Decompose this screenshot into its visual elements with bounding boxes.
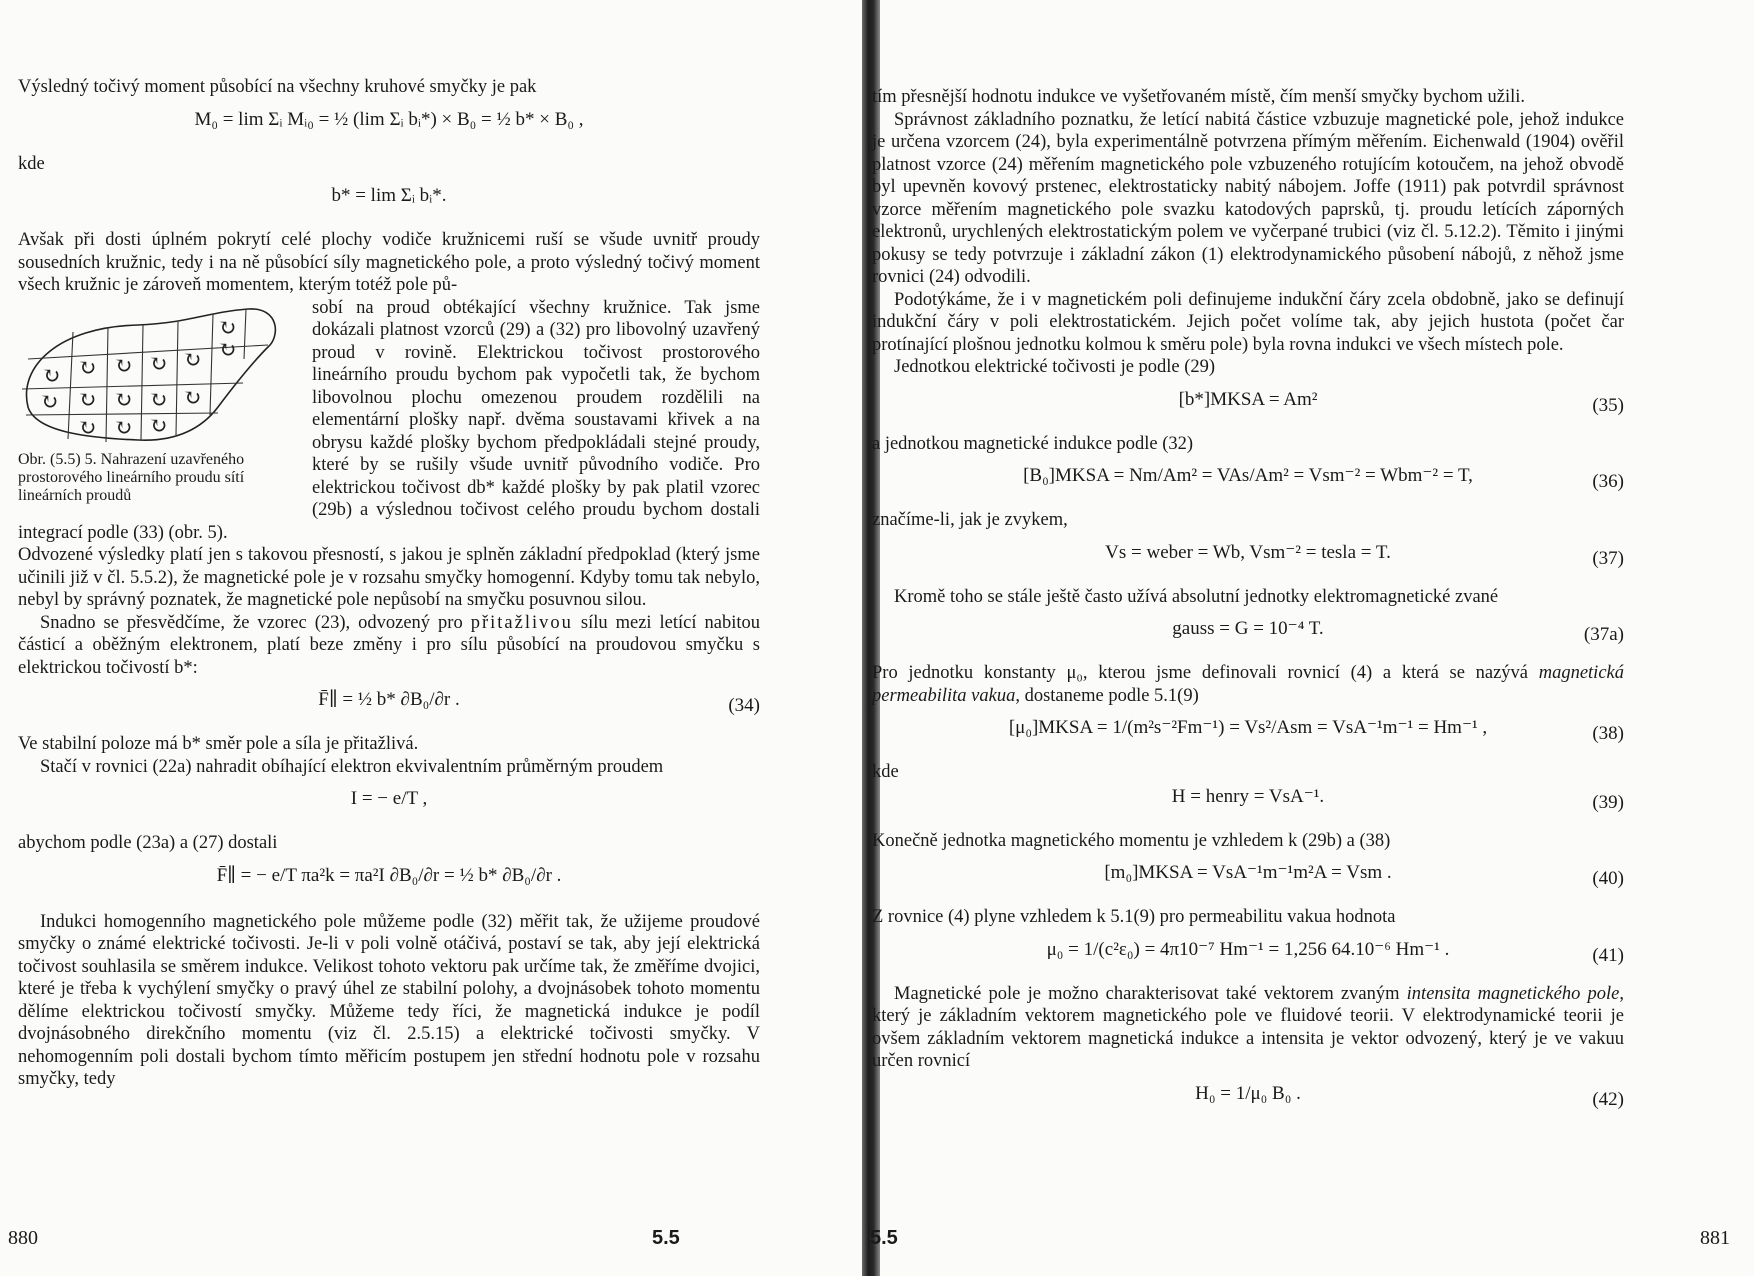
- paragraph: a jednotkou magnetické indukce podle (32): [872, 433, 1194, 454]
- section-number: 5.5: [870, 1227, 898, 1249]
- formula-I: I = − e/T ,: [350, 788, 428, 809]
- figure-5: [18, 297, 302, 505]
- paragraph: Odvozené výsledky platí jen s takovou přesností, s jakou je splněn základní předpoklad (který jsme učinili již v čl. 5.5.2), že magnetické pole je v rozsahu smyčky homogenní. Kdyby tomu tak nebylo, nebyl by správný poznatek, že magnetické pole nepůsobí na smyčku posuvnou silou.: [18, 545, 760, 610]
- page-number: 880: [8, 1227, 38, 1249]
- figure-block: [18, 297, 760, 545]
- page-number: 881: [1700, 1227, 1730, 1249]
- formula-40: [m₀]MKSA = VsA⁻¹m⁻¹m²A = Vsm . (40): [1104, 862, 1624, 889]
- svg-text:↻: ↻: [183, 385, 202, 411]
- formula-34: F̄∥ = ½ b* ∂B₀/∂r . (34): [318, 689, 760, 716]
- equation-number: (37): [1592, 547, 1624, 569]
- paragraph: Ve stabilní poloze má b* směr pole a síla je přitažlivá.: [18, 734, 419, 754]
- equation-number: (40): [1592, 867, 1624, 889]
- formula-m0: M₀ = lim Σᵢ Mᵢ₀ = ½ (lim Σᵢ bᵢ*) × B₀ = ½ b* × B₀ ,: [194, 108, 584, 130]
- svg-text:↻: ↻: [40, 389, 59, 415]
- left-page-text: [18, 76, 760, 1091]
- right-section-marker: [870, 1227, 898, 1250]
- intro-text: Výsledný točivý moment působící na všechny kruhové smyčky je pak: [18, 77, 537, 97]
- paragraph: značíme-li, jak je zvykem,: [872, 510, 1068, 530]
- svg-text:↻: ↻: [42, 363, 61, 389]
- formula-37: Vs = weber = Wb, Vsm⁻² = tesla = T. (37): [1105, 541, 1624, 569]
- left-page: [0, 0, 862, 1276]
- formula-bstar: b* = lim Σᵢ bᵢ*.: [331, 185, 447, 206]
- equation-number: (34): [728, 694, 760, 716]
- section-number: 5.5: [652, 1227, 680, 1249]
- svg-text:↻: ↻: [78, 387, 97, 413]
- formula-42: H₀ = 1/μ₀ B₀ . (42): [1195, 1082, 1624, 1110]
- paragraph: Avšak při dosti úplném pokrytí celé plochy vodiče kružnicemi ruší se všude uvnitř proudy sousedních kružnic, tedy i na ně působící síly magnetického pole, a proto výsledný točivý moment všech kružnic je zároveň momentem, kterým totéž pole pů-: [18, 230, 760, 295]
- svg-text:↻: ↻: [149, 351, 168, 377]
- paragraph: Snadno se přesvědčíme, že vzorec (23), odvozený pro přitažlivou sílu mezi letící nabitou částicí a oběžným elektronem, platí beze změny i pro sílu působící na proudovou smyčku s elektrickou točivostí b*:: [18, 612, 760, 678]
- paragraph: Z rovnice (4) plyne vzhledem k 5.1(9) pro permeabilitu vakua hodnota: [872, 907, 1396, 927]
- svg-text:↻: ↻: [149, 387, 168, 413]
- equation-number: (35): [1592, 394, 1624, 416]
- svg-text:↻: ↻: [114, 353, 133, 379]
- svg-text:↻: ↻: [218, 315, 237, 341]
- paragraph: Konečně jednotka magnetického momentu je vzhledem k (29b) a (38): [872, 830, 1391, 851]
- svg-text:↻: ↻: [183, 347, 202, 373]
- equation-number: (42): [1592, 1088, 1624, 1110]
- paragraph: abychom podle (23a) a (27) dostali: [18, 833, 278, 853]
- kde-label: kde: [18, 153, 45, 174]
- svg-text:↻: ↻: [114, 387, 133, 413]
- svg-text:↻: ↻: [78, 355, 97, 381]
- formula-38: [μ₀]MKSA = 1/(m²s⁻²Fm⁻¹) = Vs²/Asm = VsA⁻¹m⁻¹ = Hm⁻¹ , (38): [1008, 717, 1624, 744]
- paragraph: Jednotkou elektrické točivosti je podle (29): [894, 357, 1216, 377]
- equation-number: (39): [1592, 791, 1624, 813]
- kde-label: kde: [872, 762, 899, 782]
- formula-36: [B₀]MKSA = Nm/Am² = VAs/Am² = Vsm⁻² = Wbm⁻² = T, (36): [1023, 465, 1624, 492]
- paragraph: Magnetické pole je možno charakterisovat také vektorem zvaným intensita magnetického pole, který je základním vektorem magnetického pole ve fluidové teorii. V elektrodynamické teorii je ovšem základním vektorem magnetická indukce a intensita je vektor odvozený, který je ve vakuu určen rovnicí: [872, 983, 1624, 1071]
- formula-37a: gauss = G = 10⁻⁴ T. (37a): [1172, 618, 1624, 645]
- formula-35: [b*]MKSA = Am² (35): [1178, 388, 1624, 416]
- right-footer: [1700, 1227, 1730, 1250]
- right-page: [870, 0, 1754, 1276]
- loop-network-diagram: [18, 297, 298, 447]
- equation-number: (41): [1592, 944, 1624, 966]
- formula-39: H = henry = VsA⁻¹. (39): [1171, 785, 1624, 813]
- paragraph: Podotýkáme, že i v magnetickém poli definujeme indukční čáry zcela obdobně, jako se definují indukční čáry v poli elektrostatickém. Jejich počet volíme tak, aby jejich hustota (počet čar protínající plošnou jednotku kolmou k směru pole) byla rovna indukci ve všech místech pole.: [872, 289, 1624, 355]
- paragraph: Stačí v rovnici (22a) nahradit obíhající elektron ekvivalentním průměrným proudem: [40, 756, 664, 777]
- left-footer: [8, 1227, 38, 1250]
- left-section-marker: [652, 1227, 680, 1250]
- paragraph: Správnost základního poznatku, že letící nabitá částice vzbuzuje magnetické pole, jehož indukce je určena vzorcem (24), byla experimentálně potvrzena přímým měřením. Eichenwald (1904) ověřil platnost vzorce (24) měřením magnetického pole vzbuzeného rotujícím kotoučem, na jehož obvodě byl upevněn kovový prstenec, elektrostaticky nabitý nábojem. Joffe (1911) pak potvrdil správnost vzorce měřením magnetického pole svazku katodových paprsků, tj. proudu letících záporných elektronů, urychlených elektrostatickým polem ve vyčerpané trubici (viz čl. 5.12.2). Těmito i jinými pokusy se tedy potvrzuje i základní zákon (1) elektrodynamického působení nábojů, z něhož jsme rovnici (24) odvodili.: [872, 109, 1624, 287]
- equation-number: (37a): [1583, 623, 1624, 645]
- paragraph: tím přesnější hodnotu indukce ve vyšetřovaném místě, čím menší smyčky bychom užili.: [872, 87, 1526, 107]
- formula-41: μ₀ = 1/(c²ε₀) = 4π10⁻⁷ Hm⁻¹ = 1,256 64.10⁻⁶ Hm⁻¹ . (41): [1046, 938, 1624, 966]
- svg-text:↻: ↻: [114, 415, 133, 441]
- svg-text:↻: ↻: [218, 337, 237, 363]
- svg-text:↻: ↻: [78, 415, 97, 441]
- right-page-text: [872, 86, 1624, 1127]
- paragraph: Kromě toho se stále ještě často užívá absolutní jednotky elektromagnetické zvané: [894, 586, 1499, 607]
- svg-text:↻: ↻: [149, 413, 168, 439]
- formula-F: F̄∥ = − e/T πa²k = πa²I ∂B₀/∂r = ½ b* ∂B₀/∂r .: [216, 864, 562, 886]
- equation-number: (36): [1592, 470, 1624, 492]
- paragraph: Indukci homogenního magnetického pole můžeme podle (32) měřit tak, že užijeme proudové smyčky o známé elektrické točivosti. Je-li v poli volně otáčivá, postaví se tak, aby její elektrická točivost souhlasila se směrem indukce. Velikost tohoto vektoru pak určíme tak, že změříme dvojici, které je třeba k vychýlení smyčky o pravý úhel ze stabilní polohy, a dvojnásobek tohoto momentu dělíme elektrickou točivostí smyčky. Můžeme tedy říci, že magnetická indukce je podíl dvojnásobného direkčního momentu (viz čl. 2.5.15) a elektrické točivosti smyčky. V nehomogenním poli dostali bychom tímto měřicím postupem jen střední hodnotu pole v rozsahu smyčky, tedy: [18, 911, 760, 1089]
- paragraph: sobí na proud obtékající všechny kružnice. Tak jsme dokázali platnost vzorců (29) a (32) pro libovolný uzavřený proud v rovině. Elektrickou točivost prostorového lineárního proudu bychom pak vypočetli tak, že bychom libovolnou plochu omezenou proudem rozdělili na elementární plošky např. dvěma soustavami křivek a na obrysu každé plošky bychom předpokládali stejné proudy, které by se rušily všude uvnitř původního vodiče. Pro elektrickou točivost db* každé plošky by pak platil vzorec (29b) a výslednou točivost celého proudu bychom dostali integrací podle (33) (obr. 5).: [18, 297, 760, 543]
- figure-caption: Obr. (5.5) 5. Nahrazení uzavřeného prostorového lineárního proudu sítí lineárních proudů: [18, 450, 245, 504]
- equation-number: (38): [1592, 722, 1624, 744]
- paragraph: Pro jednotku konstanty μ₀, kterou jsme definovali rovnicí (4) a která se nazývá magnetická permeabilita vakua, dostaneme podle 5.1(9): [872, 663, 1624, 706]
